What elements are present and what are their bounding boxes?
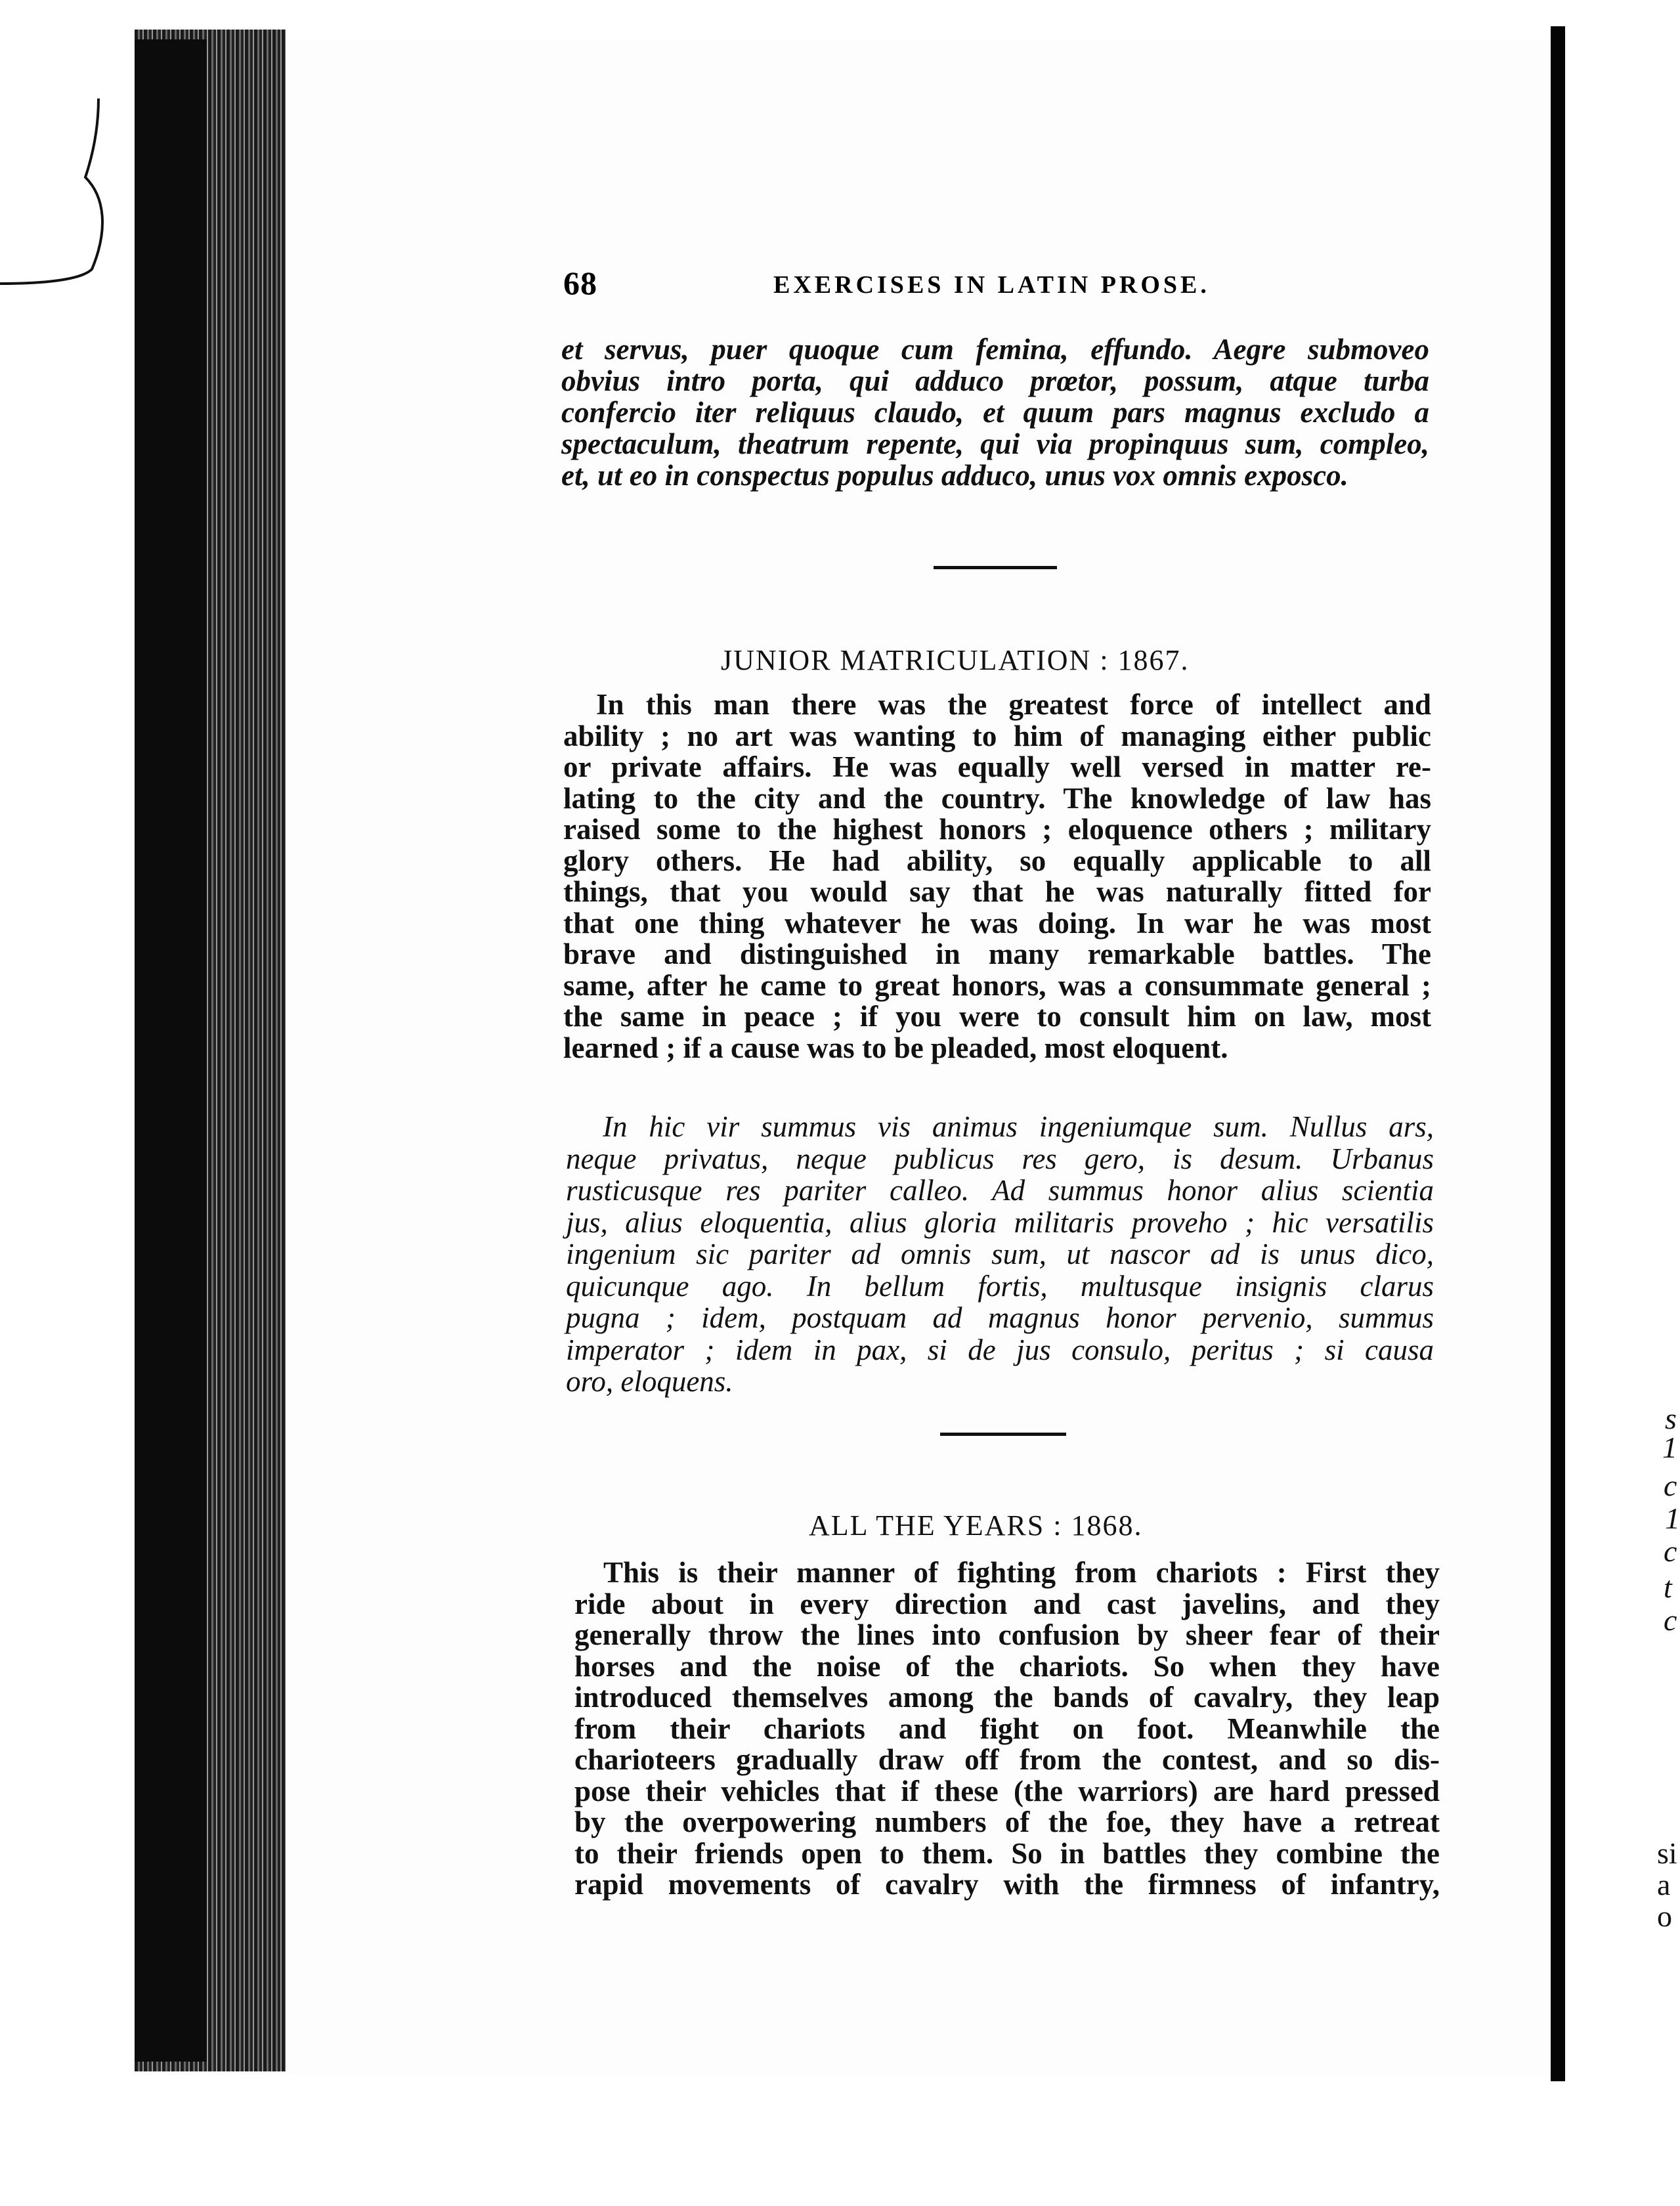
- text-line: pose their vehicles that if these (the warriors) are hard pressed: [574, 1774, 1440, 1807]
- text-line: the same in peace ; if you were to consult him on law, most: [563, 1000, 1431, 1033]
- text-line: same, after he came to great honors, was a consummate general ;: [563, 968, 1431, 1002]
- text-line: brave and distinguished in many remarkable battles. The: [563, 938, 1431, 970]
- text-line: that one thing whatever he was doing. In war he was most: [563, 906, 1431, 940]
- facing-page-fragment: 1: [1665, 1502, 1680, 1535]
- page-number: 68: [563, 265, 597, 301]
- text-line: This is their manner of fighting from chariots : First they: [603, 1556, 1440, 1589]
- facing-page-fragment: 1: [1662, 1431, 1677, 1464]
- page-fold-curve: [0, 0, 138, 289]
- facing-page-fragment: c: [1664, 1603, 1677, 1637]
- text-line: horses and the noise of the chariots. So when they have: [574, 1649, 1440, 1683]
- section-divider: [934, 566, 1057, 569]
- text-line: In hic vir summus vis animus ingeniumque sum. Nullus ars,: [603, 1110, 1434, 1143]
- text-line: lating to the city and the country. The knowledge of law has: [563, 781, 1431, 815]
- running-head-title: EXERCISES IN LATIN PROSE.: [773, 271, 1210, 299]
- book-spine-shadow: [135, 39, 207, 2062]
- text-line: raised some to the highest honors ; eloquence others ; military: [563, 813, 1431, 846]
- text-line: ride about in every direction and cast javelins, and they: [574, 1587, 1440, 1620]
- text-line: from their chariots and fight on foot. Meanwhile the: [574, 1712, 1440, 1745]
- text-line: ingenium sic pariter ad omnis sum, ut nascor ad is unus dico,: [566, 1238, 1434, 1270]
- facing-page-fragment: s: [1665, 1402, 1677, 1435]
- facing-page-fragment: c: [1664, 1534, 1677, 1568]
- text-line: quicunque ago. In bellum fortis, multusque insignis clarus: [566, 1269, 1434, 1303]
- facing-page-fragment: t: [1664, 1570, 1672, 1604]
- text-line: ability ; no art was wanting to him of managing either public: [563, 719, 1431, 752]
- text-line: spectaculum, theatrum repente, qui via propinquus sum, compleo,: [561, 427, 1429, 460]
- text-line: oro, eloquens.: [566, 1365, 733, 1398]
- text-line: confercio iter reliquus claudo, et quum pars magnus excludo a: [561, 396, 1429, 429]
- text-line: pugna ; idem, postquam ad magnus honor pervenio, summus: [566, 1301, 1434, 1334]
- text-line: to their friends open to them. So in battles they combine the: [574, 1836, 1440, 1870]
- text-line: introduced themselves among the bands of cavalry, they leap: [574, 1681, 1440, 1714]
- text-line: things, that you would say that he was naturally fitted for: [563, 875, 1431, 908]
- section-divider: [940, 1433, 1066, 1436]
- latin-continuation: [561, 334, 1429, 491]
- text-line: charioteers gradually draw off from the contest, and so dis-: [574, 1743, 1440, 1776]
- text-line: rusticusque res pariter calleo. Ad summus honor alius scientia: [566, 1174, 1434, 1207]
- facing-page-fragment: a: [1657, 1868, 1671, 1901]
- text-line: learned ; if a cause was to be pleaded, most eloquent.: [563, 1031, 1228, 1064]
- text-line: by the overpowering numbers of the foe, they have a retreat: [574, 1806, 1440, 1838]
- facing-page-fragment: c: [1664, 1469, 1677, 1502]
- text-line: imperator ; idem in pax, si de jus consulo, peritus ; si causa: [566, 1333, 1434, 1366]
- facing-page-fragment: si: [1657, 1836, 1677, 1870]
- text-line: jus, alius eloquentia, alius gloria militaris proveho ; hic versatilis: [566, 1205, 1434, 1239]
- english-passage: [563, 689, 1431, 1064]
- english-passage: [574, 1557, 1440, 1901]
- text-line: obvius intro porta, qui adduco prœtor, possum, atque turba: [561, 364, 1429, 397]
- facing-page: [1565, 26, 1680, 2081]
- text-line: et, ut eo in conspectus populus adduco, unus vox omnis exposco.: [561, 459, 1348, 492]
- latin-translation: [566, 1111, 1434, 1398]
- text-line: In this man there was the greatest force of intellect and: [596, 688, 1431, 721]
- text-line: glory others. He had ability, so equally applicable to all: [563, 844, 1431, 877]
- section-heading: ALL THE YEARS : 1868.: [809, 1509, 1143, 1542]
- running-head: [563, 264, 1443, 303]
- text-line: or private affairs. He was equally well versed in matter re-: [563, 750, 1431, 783]
- facing-page-gutter: [1551, 26, 1565, 2081]
- text-line: generally throw the lines into confusion by sheer fear of their: [574, 1618, 1440, 1651]
- text-line: neque privatus, neque publicus res gero, is desum. Urbanus: [566, 1142, 1434, 1175]
- facing-page-fragment: o: [1657, 1899, 1672, 1933]
- text-line: rapid movements of cavalry with the firmness of infantry,: [574, 1868, 1440, 1901]
- section-heading: JUNIOR MATRICULATION : 1867.: [721, 644, 1190, 676]
- text-line: et servus, puer quoque cum femina, effundo. Aegre submoveo: [561, 333, 1429, 366]
